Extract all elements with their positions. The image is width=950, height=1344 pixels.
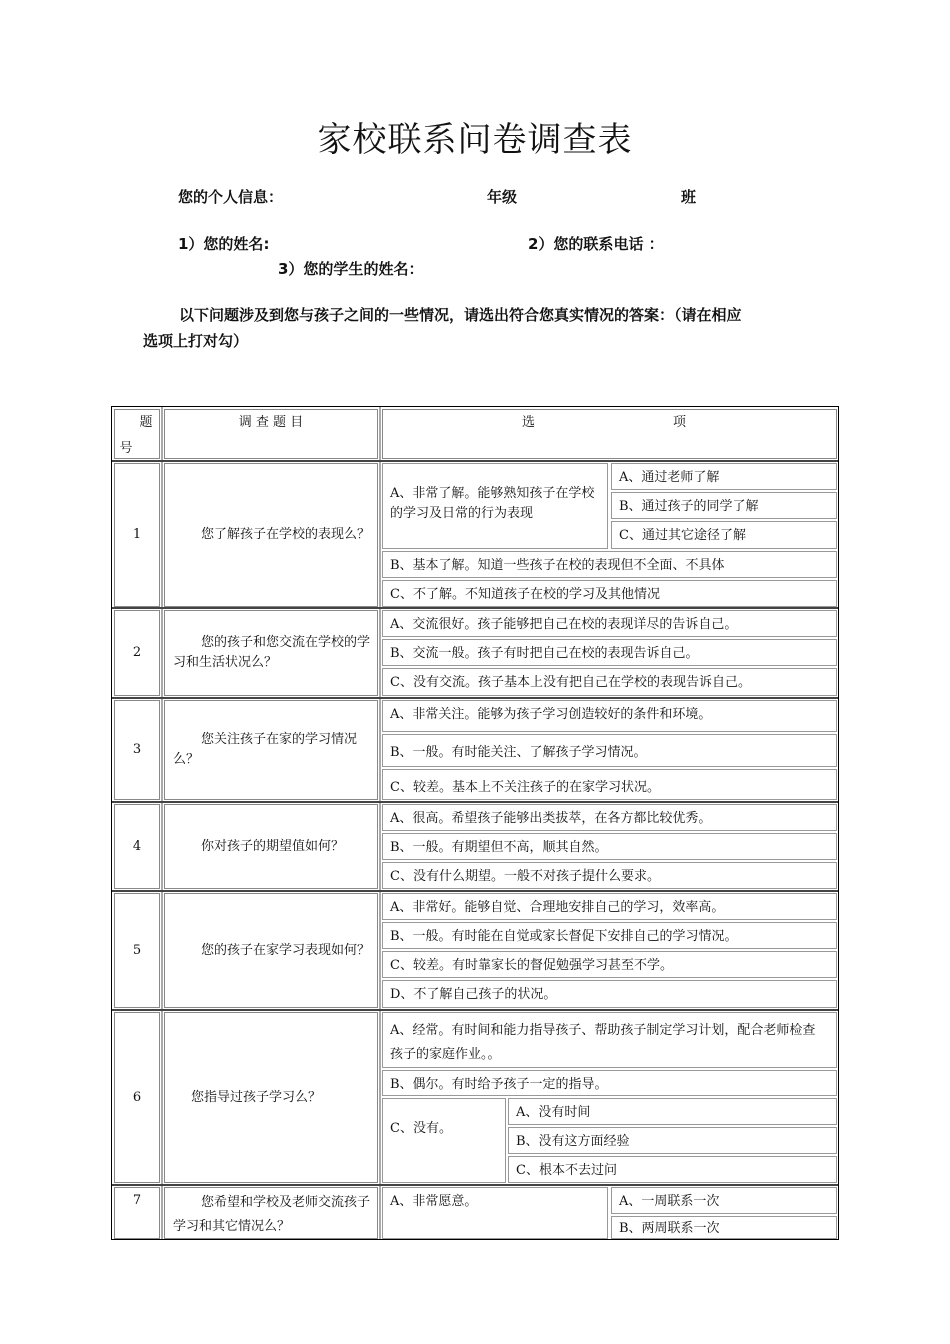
q6-option-c-sub-3[interactable]: C、根本不去过问 (508, 1156, 837, 1183)
q4-option-a[interactable]: A、很高。希望孩子能够出类拔萃，在各方都比较优秀。 (382, 804, 837, 831)
q1-option-a[interactable]: A、非常了解。能够熟知孩子在学校的学习及日常的行为表现 (382, 463, 608, 549)
instructions-line-2: 选项上打对勾） (143, 332, 249, 350)
q5-option-b[interactable]: B、一般。有时能在自觉或家长督促下安排自己的学习情况。 (382, 922, 837, 949)
grade-label: 年级 (487, 188, 518, 206)
q2-option-b[interactable]: B、交流一般。孩子有时把自己在校的表现告诉自己。 (382, 639, 837, 666)
row-divider (112, 697, 838, 699)
q3-option-b[interactable]: B、一般。有时能关注、了解孩子学习情况。 (382, 734, 837, 767)
table-divider (161, 407, 163, 1239)
q2-number: 2 (114, 610, 160, 696)
q3-number: 3 (114, 700, 160, 800)
q2-option-a[interactable]: A、交流很好。孩子能够把自己在校的表现详尽的告诉自己。 (382, 610, 837, 637)
phone-label: 2）您的联系电话 ： (528, 235, 664, 253)
q2-question (164, 610, 378, 696)
q7-number: 7 (114, 1187, 160, 1239)
q6-option-a[interactable]: A、经常。有时间和能力指导孩子、帮助孩子制定学习计划，配合老师检查孩子的家庭作业。。 (382, 1012, 837, 1068)
q6-option-c-sub-2[interactable]: B、没有这方面经验 (508, 1127, 837, 1154)
q5-option-d[interactable]: D、不了解自己孩子的状况。 (382, 980, 837, 1008)
q4-question (164, 804, 378, 889)
class-label: 班 (681, 188, 697, 206)
row-divider (112, 890, 838, 892)
q5-number: 5 (114, 893, 160, 1008)
row-divider (112, 801, 838, 803)
q6-option-c-sub-1[interactable]: A、没有时间 (508, 1098, 837, 1125)
student-name-label: 3）您的学生的姓名： (278, 260, 424, 278)
q5-question-text: 您的孩子在家学习表现如何？ (201, 942, 371, 958)
q6-question (164, 1012, 378, 1183)
q7-question-text: 您希望和学校及老师交流孩子学习和其它情况么？ (173, 1195, 371, 1234)
q1-option-a-sub-3[interactable]: C、通过其它途径了解 (611, 521, 837, 549)
row-divider (112, 460, 838, 462)
header-options (382, 409, 837, 459)
survey-table (111, 406, 839, 1240)
q1-option-a-sub-2[interactable]: B、通过孩子的同学了解 (611, 492, 837, 519)
q1-question (164, 463, 378, 607)
q6-option-c[interactable]: C、没有。 (382, 1098, 506, 1183)
row-divider (112, 1009, 838, 1011)
q2-question-text: 您的孩子和您交流在学校的学习和生活状况么？ (173, 635, 371, 670)
q6-number: 6 (114, 1012, 160, 1183)
name-label: 1）您的姓名: (178, 235, 270, 253)
personal-info-label: 您的个人信息： (178, 188, 284, 206)
row-divider (112, 607, 838, 609)
header-number-bottom: 号 (119, 441, 133, 456)
header-options-left: 选 (522, 415, 536, 430)
q7-option-a[interactable]: A、非常愿意。 (382, 1187, 608, 1239)
instructions-line-1: 以下问题涉及到您与孩子之间的一些情况，请选出符合您真实情况的答案：（请在相应 (179, 306, 742, 324)
q6-question-text: 您指导过孩子学习么？ (191, 1089, 322, 1105)
q1-option-c[interactable]: C、不了解。不知道孩子在校的学习及其他情况 (382, 580, 837, 607)
q3-option-a[interactable]: A、非常关注。能够为孩子学习创造较好的条件和环境。 (382, 700, 837, 732)
q6-option-b[interactable]: B、偶尔。有时给予孩子一定的指导。 (382, 1070, 837, 1096)
q1-option-a-sub-1[interactable]: A、通过老师了解 (611, 463, 837, 490)
q3-question-text: 您关注孩子在家的学习情况么？ (173, 732, 358, 767)
header-number (114, 409, 160, 459)
q4-option-b[interactable]: B、一般。有期望但不高，顺其自然。 (382, 833, 837, 860)
q1-option-b[interactable]: B、基本了解。知道一些孩子在校的表现但不全面、不具体 (382, 551, 837, 578)
q3-question (164, 700, 378, 800)
q3-option-c[interactable]: C、较差。基本上不关注孩子的在家学习状况。 (382, 769, 837, 800)
q2-option-c[interactable]: C、没有交流。孩子基本上没有把自己在学校的表现告诉自己。 (382, 668, 837, 696)
q1-question-text: 您了解孩子在学校的表现么？ (201, 527, 371, 542)
page-title: 家校联系问卷调查表 (317, 120, 633, 160)
table-divider (379, 407, 381, 1239)
q4-number: 4 (114, 804, 160, 889)
q5-option-a[interactable]: A、非常好。能够自觉、合理地安排自己的学习，效率高。 (382, 893, 837, 920)
q5-option-c[interactable]: C、较差。有时靠家长的督促勉强学习甚至不学。 (382, 951, 837, 978)
q5-question (164, 893, 378, 1008)
q4-option-c[interactable]: C、没有什么期望。一般不对孩子提什么要求。 (382, 862, 837, 889)
header-number-top: 题 (139, 415, 153, 430)
header-question: 调 查 题 目 (164, 409, 378, 459)
instructions (143, 302, 823, 354)
q4-question-text: 你对孩子的期望值如何？ (201, 838, 345, 854)
q1-number: 1 (114, 463, 160, 607)
q7-question (164, 1187, 378, 1239)
q7-option-a-sub-2[interactable]: B、两周联系一次 (611, 1216, 837, 1239)
row-divider (112, 1184, 838, 1186)
q7-option-a-sub-1[interactable]: A、一周联系一次 (611, 1187, 837, 1214)
header-options-right: 项 (673, 415, 687, 430)
